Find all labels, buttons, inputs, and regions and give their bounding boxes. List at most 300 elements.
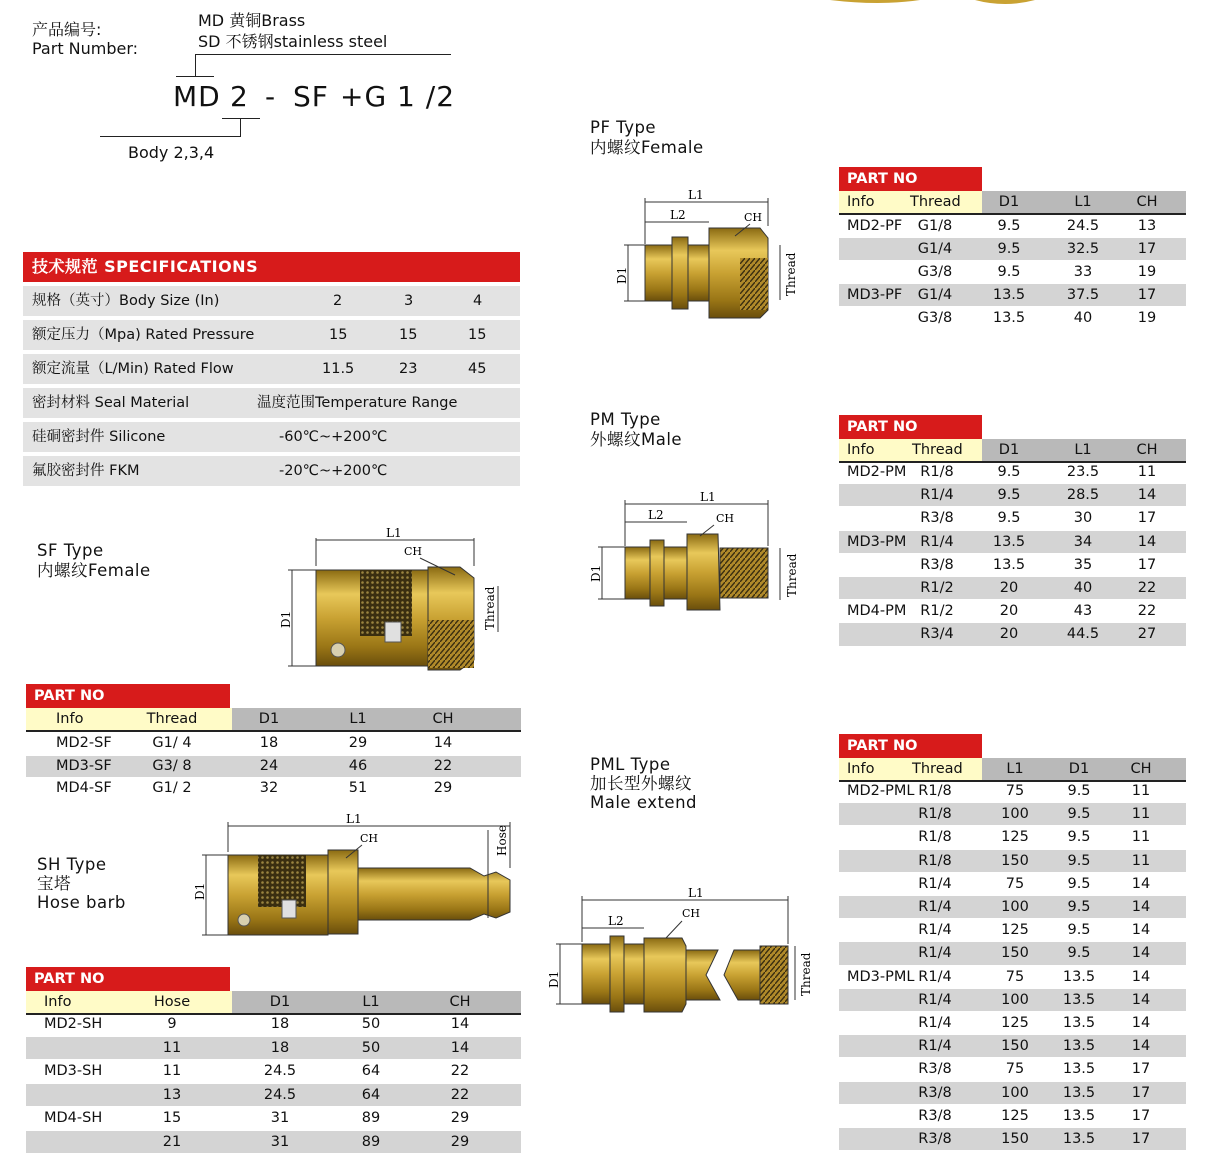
table-row [839, 554, 1186, 576]
table-cell: 13.5 [1062, 968, 1096, 985]
table-row [839, 896, 1186, 918]
table-row [839, 461, 1186, 483]
table-cell: 14 [450, 1016, 470, 1032]
table-cell: 89 [361, 1133, 381, 1150]
code-type: SF [293, 80, 329, 113]
pml-thread-label: Thread [799, 952, 813, 996]
table-cell: R1/8 [918, 829, 952, 846]
sf-header-cell: Info [56, 711, 84, 727]
pm-header-cell: L1 [1074, 442, 1092, 458]
table-cell: R1/2 [920, 603, 954, 620]
table-cell: 14 [1137, 487, 1157, 504]
table-cell: 9.5 [1067, 922, 1091, 939]
spec-value: 15 [329, 327, 348, 343]
table-cell: 150 [1001, 945, 1029, 962]
table-cell: MD4-SH [44, 1110, 103, 1126]
table-cell: R1/4 [918, 991, 952, 1008]
table-cell: 11 [1137, 464, 1157, 480]
table-cell: G3/8 [917, 264, 953, 280]
table-cell: 17 [1137, 287, 1157, 303]
sf-l1-label: L1 [386, 526, 402, 540]
table-cell: R1/8 [918, 783, 952, 799]
sh-part-table [26, 967, 521, 1158]
table-cell: 34 [1073, 533, 1093, 550]
table-row [26, 733, 521, 755]
table-cell: R1/4 [920, 487, 954, 504]
table-cell: R1/4 [918, 922, 952, 939]
table-cell: 9.5 [1067, 829, 1091, 846]
table-row [839, 215, 1186, 237]
table-cell: 14 [1131, 945, 1151, 962]
table-row [839, 826, 1186, 848]
table-cell: 13 [1137, 218, 1157, 234]
table-cell: 100 [1001, 1084, 1029, 1101]
table-cell: 29 [348, 735, 368, 751]
table-cell: R1/4 [920, 533, 954, 550]
spec-value: 15 [399, 327, 418, 343]
pm-header-cell: D1 [998, 442, 1020, 458]
table-cell: G3/ 8 [152, 757, 192, 774]
table-cell: 9.5 [1067, 899, 1091, 915]
pml-header-cell: CH [1130, 761, 1152, 777]
sf-header-cell: Thread [146, 711, 198, 727]
table-row [839, 307, 1186, 329]
pm-part-no-tag: PART NO [839, 415, 982, 439]
table-cell: 20 [999, 580, 1019, 596]
sh-header-cell: Hose [153, 994, 191, 1010]
table-cell: R1/4 [918, 899, 952, 915]
table-cell: 24.5 [1066, 218, 1100, 234]
spec-label: 氟胶密封件 FKM [32, 463, 140, 479]
sf-header-cell: CH [432, 711, 454, 727]
table-cell: 9.5 [1067, 852, 1091, 869]
pml-type-name: PML Type [590, 755, 671, 774]
table-cell: 24.5 [263, 1063, 297, 1079]
body-label: Body 2,3,4 [128, 143, 215, 162]
pf-l2-label: L2 [670, 208, 686, 222]
table-cell: 17 [1137, 510, 1157, 527]
table-cell: 75 [1005, 875, 1025, 892]
table-cell: 14 [1131, 1038, 1151, 1055]
pml-part-no-tag: PART NO [839, 734, 982, 758]
pml-ch-label: CH [682, 907, 701, 920]
pml-l2-label: L2 [608, 914, 624, 928]
spec-value: 3 [404, 293, 414, 309]
table-row [839, 942, 1186, 964]
table-cell: 13.5 [992, 287, 1026, 303]
table-cell: 17 [1131, 1131, 1151, 1147]
table-cell: R3/8 [920, 556, 954, 573]
table-cell: 9.5 [1067, 783, 1091, 799]
table-cell: 9.5 [997, 264, 1021, 280]
table-cell: MD3-SF [56, 757, 112, 774]
spec-value: 45 [468, 361, 487, 377]
sh-hose-label: Hose [495, 825, 509, 856]
pf-header-cell: Thread [910, 194, 961, 210]
table-cell: MD4-PM [847, 603, 907, 620]
table-cell: G1/ 2 [152, 780, 192, 796]
pm-header-row [839, 439, 1186, 461]
table-row [839, 919, 1186, 941]
table-cell: 13.5 [992, 533, 1026, 550]
pml-drawing [547, 886, 813, 1012]
sf-drawing [279, 526, 498, 670]
table-cell: 9 [167, 1016, 177, 1032]
table-cell: 14 [1131, 991, 1151, 1008]
sf-part-table [26, 684, 521, 805]
material-md: MD 黄铜Brass [198, 11, 306, 30]
table-cell: 22 [1137, 580, 1157, 596]
table-cell: 14 [1137, 533, 1157, 550]
part-number-label-cn: 产品编号: [32, 20, 102, 39]
table-cell: MD3-PM [847, 533, 907, 550]
table-row [839, 623, 1186, 645]
table-cell: 27 [1137, 626, 1157, 643]
table-row [839, 803, 1186, 825]
table-cell: 150 [1001, 1131, 1029, 1147]
table-cell: 24 [259, 757, 279, 774]
code-thread: +G 1 /2 [340, 80, 456, 113]
pf-ch-label: CH [744, 211, 763, 224]
spec-label: 密封材料 Seal Material [32, 395, 190, 411]
pm-header-cell: CH [1136, 442, 1158, 458]
pf-l1-label: L1 [688, 188, 704, 202]
table-cell: R1/4 [918, 945, 952, 962]
table-cell: 9.5 [997, 241, 1021, 257]
table-cell: G1/ 4 [152, 735, 192, 751]
table-row [839, 507, 1186, 529]
spec-value: 15 [468, 327, 487, 343]
table-row [839, 966, 1186, 988]
table-cell: 13.5 [1062, 1084, 1096, 1101]
pm-ch-label: CH [716, 512, 735, 525]
table-cell: G1/4 [917, 287, 953, 303]
pml-header-row [839, 758, 1186, 780]
spec-value: -60℃~+200℃ [279, 429, 388, 445]
table-row [839, 780, 1186, 802]
sh-d1-label: D1 [193, 882, 207, 900]
table-row [26, 1060, 521, 1083]
table-cell: 13.5 [1062, 1131, 1096, 1147]
pf-type-name: PF Type [590, 118, 657, 137]
table-cell: R3/8 [920, 510, 954, 527]
table-cell: R1/4 [918, 1038, 952, 1055]
sh-header-row [26, 991, 521, 1013]
table-cell: 22 [433, 757, 453, 774]
sf-header-cell: L1 [349, 711, 367, 727]
table-row [839, 1128, 1186, 1150]
sf-type-name: SF Type [37, 541, 104, 560]
sh-ch-label: CH [360, 832, 379, 845]
table-cell: 50 [361, 1016, 381, 1032]
table-cell: G1/8 [917, 218, 953, 234]
spec-value: -20℃~+200℃ [279, 463, 388, 479]
table-cell: 14 [1131, 899, 1151, 915]
table-cell: R3/8 [918, 1084, 952, 1101]
table-cell: 9.5 [997, 464, 1021, 480]
table-cell: 24.5 [263, 1086, 297, 1103]
table-cell: 18 [270, 1016, 290, 1032]
sh-header-cell: CH [449, 994, 471, 1010]
table-row [839, 989, 1186, 1011]
sh-drawing [193, 812, 510, 935]
table-row [26, 756, 521, 778]
sf-part-no-tag: PART NO [26, 684, 230, 708]
table-cell: 46 [348, 757, 368, 774]
pm-l1-label: L1 [700, 490, 716, 504]
table-cell: R1/8 [918, 806, 952, 823]
table-cell: 29 [450, 1133, 470, 1150]
table-cell: 20 [999, 603, 1019, 620]
table-cell: MD2-PM [847, 464, 907, 480]
pf-header-cell: Info [847, 194, 875, 210]
table-cell: 100 [1001, 991, 1029, 1008]
table-cell: 11 [1131, 852, 1151, 869]
table-cell: 29 [433, 780, 453, 796]
table-cell: 150 [1001, 1038, 1029, 1055]
table-cell: 64 [361, 1086, 381, 1103]
spec-value: 温度范围Temperature Range [257, 395, 458, 411]
table-cell: 44.5 [1066, 626, 1100, 643]
pml-header-cell: Thread [912, 761, 963, 777]
pf-thread-label: Thread [784, 252, 798, 296]
table-cell: R1/8 [920, 464, 954, 480]
top-brass-decor [830, 0, 920, 3]
table-row [839, 600, 1186, 622]
table-cell: 17 [1137, 556, 1157, 573]
sf-header-cell: D1 [258, 711, 280, 727]
table-row [839, 1035, 1186, 1057]
table-cell: R3/4 [920, 626, 954, 643]
material-sd: SD 不锈钢stainless steel [198, 32, 388, 51]
spec-value: 2 [333, 293, 343, 309]
table-cell: 35 [1073, 556, 1093, 573]
table-row [839, 1082, 1186, 1104]
table-cell: 17 [1131, 1061, 1151, 1078]
table-cell: 125 [1001, 1015, 1029, 1031]
table-cell: MD2-PML [847, 783, 915, 799]
table-cell: 22 [450, 1063, 470, 1079]
table-cell: 9.5 [1067, 945, 1091, 962]
table-row [839, 577, 1186, 599]
table-cell: 9.5 [1067, 806, 1091, 823]
table-cell: 18 [259, 735, 279, 751]
pm-type-desc: 外螺纹Male [590, 430, 683, 449]
table-cell: 33 [1073, 264, 1093, 280]
table-cell: 32 [259, 780, 279, 796]
table-cell: 89 [361, 1110, 381, 1126]
sh-l1-label: L1 [346, 812, 362, 826]
code-dash: - [265, 80, 277, 113]
table-cell: 100 [1001, 899, 1029, 915]
table-cell: 14 [1131, 922, 1151, 939]
table-cell: 15 [162, 1110, 182, 1126]
table-cell: MD2-PF [847, 218, 903, 234]
table-cell: 9.5 [1067, 875, 1091, 892]
table-cell: 11 [162, 1039, 182, 1056]
sh-part-no-tag: PART NO [26, 967, 230, 991]
table-row [839, 1105, 1186, 1127]
pml-type-desc: 加长型外螺纹 [590, 774, 692, 793]
table-cell: 9.5 [997, 510, 1021, 527]
sh-type-desc2: Hose barb [37, 893, 126, 912]
table-cell: 14 [1131, 968, 1151, 985]
table-cell: 13.5 [1062, 1107, 1096, 1124]
table-cell: 23.5 [1066, 464, 1100, 480]
table-row [26, 1037, 521, 1060]
sf-ch-label: CH [404, 545, 423, 558]
pml-type-desc2: Male extend [590, 793, 698, 812]
table-row [839, 284, 1186, 306]
code-material: MD [173, 80, 221, 113]
table-cell: 100 [1001, 806, 1029, 823]
spec-label: 硅硐密封件 Silicone [32, 429, 166, 445]
code-size: 2 [230, 80, 249, 113]
table-cell: 75 [1005, 968, 1025, 985]
pm-header-cell: Info [847, 442, 875, 458]
pm-thread-label: Thread [785, 553, 799, 597]
part-number-label-en: Part Number: [32, 39, 139, 58]
table-cell: 11 [1131, 829, 1151, 846]
table-row [839, 1012, 1186, 1034]
table-cell: R1/4 [918, 968, 952, 985]
specifications-title: 技术规范 SPECIFICATIONS [23, 252, 520, 282]
spec-label: 额定压力（Mpa) Rated Pressure [32, 327, 255, 343]
table-cell: R1/4 [918, 875, 952, 892]
sf-thread-label: Thread [483, 586, 497, 630]
table-cell: 40 [1073, 310, 1093, 326]
sh-header-cell: Info [44, 994, 72, 1010]
pml-header-cell: L1 [1006, 761, 1024, 777]
table-cell: 11 [1131, 783, 1151, 799]
table-cell: 13.5 [992, 310, 1026, 326]
table-cell: 13.5 [1062, 1038, 1096, 1055]
pf-part-table [839, 167, 1186, 334]
table-cell: 40 [1073, 580, 1093, 596]
table-cell: R1/8 [918, 852, 952, 869]
table-cell: 13.5 [1062, 1015, 1096, 1031]
table-row [839, 1058, 1186, 1080]
sh-type-name: SH Type [37, 855, 107, 874]
table-cell: 125 [1001, 922, 1029, 939]
pf-d1-label: D1 [615, 266, 629, 284]
table-cell: 14 [450, 1039, 470, 1056]
pml-d1-label: D1 [547, 970, 561, 988]
table-cell: MD2-SF [56, 735, 112, 751]
spec-value: 23 [399, 361, 418, 377]
table-row [839, 873, 1186, 895]
table-cell: 17 [1131, 1084, 1151, 1101]
table-cell: 17 [1137, 241, 1157, 257]
table-cell: 20 [999, 626, 1019, 643]
table-cell: 14 [1131, 875, 1151, 892]
table-cell: 9.5 [997, 218, 1021, 234]
spec-label: 额定流量（L/Min) Rated Flow [32, 361, 234, 377]
table-cell: G3/8 [917, 310, 953, 326]
pf-drawing [615, 188, 798, 318]
table-cell: 14 [1131, 1015, 1151, 1031]
sf-type-desc: 内螺纹Female [37, 561, 151, 580]
pml-l1-label: L1 [688, 886, 704, 900]
table-cell: R3/8 [918, 1131, 952, 1147]
table-cell: MD3-PML [847, 968, 915, 985]
sf-header-row [26, 708, 521, 730]
table-row [26, 1013, 521, 1036]
table-cell: MD4-SF [56, 780, 112, 796]
pm-drawing [589, 490, 799, 610]
table-cell: MD3-SH [44, 1063, 103, 1079]
sf-d1-label: D1 [279, 610, 293, 628]
table-cell: 28.5 [1066, 487, 1100, 504]
sh-type-desc: 宝塔 [37, 874, 71, 893]
table-row [26, 1107, 521, 1130]
pml-header-cell: D1 [1068, 761, 1090, 777]
table-cell: MD2-SH [44, 1016, 103, 1032]
spec-value: 4 [473, 293, 483, 309]
table-cell: 13.5 [1062, 991, 1096, 1008]
table-cell: 64 [361, 1063, 381, 1079]
pf-part-no-tag: PART NO [839, 167, 982, 191]
table-cell: 18 [270, 1039, 290, 1056]
table-row [839, 531, 1186, 553]
table-cell: R1/2 [920, 580, 954, 596]
pf-header-row [839, 191, 1186, 213]
table-cell: 51 [348, 780, 368, 796]
table-cell: 9.5 [997, 487, 1021, 504]
table-row [839, 261, 1186, 283]
pf-header-cell: L1 [1074, 194, 1092, 210]
table-cell: 17 [1131, 1107, 1151, 1124]
table-cell: R3/8 [918, 1107, 952, 1124]
table-cell: 13 [162, 1086, 182, 1103]
table-cell: 22 [450, 1086, 470, 1103]
table-cell: 43 [1073, 603, 1093, 620]
table-cell: 11 [162, 1063, 182, 1079]
table-row [26, 778, 521, 800]
pm-header-cell: Thread [912, 442, 963, 458]
pm-part-table [839, 415, 1186, 651]
sh-header-cell: D1 [269, 994, 291, 1010]
table-cell: 30 [1073, 510, 1093, 527]
table-cell: 13.5 [1062, 1061, 1096, 1078]
table-row [839, 238, 1186, 260]
pml-part-table [839, 734, 1186, 1155]
pm-type-name: PM Type [590, 410, 661, 429]
table-cell: 32.5 [1066, 241, 1100, 257]
pm-d1-label: D1 [589, 564, 603, 582]
table-cell: 19 [1137, 310, 1157, 326]
table-cell: 150 [1001, 852, 1029, 869]
pf-type-desc: 内螺纹Female [590, 138, 704, 157]
table-cell: 22 [1137, 603, 1157, 620]
table-cell: R3/8 [918, 1061, 952, 1078]
table-cell: 75 [1005, 1061, 1025, 1078]
table-cell: 19 [1137, 264, 1157, 280]
table-cell: MD3-PF [847, 287, 903, 303]
table-row [839, 484, 1186, 506]
table-row [26, 1131, 521, 1154]
table-cell: 50 [361, 1039, 381, 1056]
table-cell: 13.5 [992, 556, 1026, 573]
pm-l2-label: L2 [648, 508, 664, 522]
sh-header-cell: L1 [362, 994, 380, 1010]
table-cell: 21 [162, 1133, 182, 1150]
table-cell: G1/4 [917, 241, 953, 257]
spec-label: 规格（英寸）Body Size (In) [32, 293, 220, 309]
table-cell: 31 [270, 1133, 290, 1150]
table-row [839, 850, 1186, 872]
pml-header-cell: Info [847, 761, 875, 777]
